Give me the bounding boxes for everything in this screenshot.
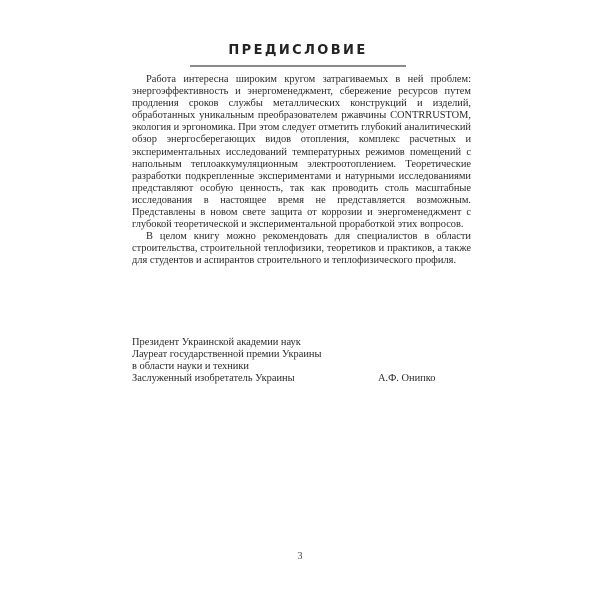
signature-line: Президент Украинской академии наук <box>132 337 301 348</box>
signature-block <box>132 337 471 385</box>
page-number: 3 <box>297 551 303 562</box>
page-title: ПРЕДИСЛОВИЕ <box>228 43 368 58</box>
preface-body <box>132 74 471 268</box>
signature-title: Заслуженный изобретатель Украины <box>132 373 295 385</box>
paragraph: В целом книгу можно рекомендовать для специалистов в области строительства, строительной теплофизики, теоретиков и практиков, а также для студентов и аспирантов строительного и теплофизического профиля. <box>132 231 471 267</box>
signature-line: Лауреат государственной премии Украины <box>132 349 322 361</box>
title-underline <box>190 65 406 67</box>
signatory-name: А.Ф. Онипко <box>378 373 436 385</box>
signature-line: в области науки и техники <box>132 361 249 373</box>
paragraph: Работа интересна широким кругом затрагиваемых в ней проблем: энергоэффективность и энергоменеджмент, сбережение ресурсов путем продления сроков службы металлических конструкций и изделий, обработанных уникальным преобразователем ржавчины CONTRRUSTOM, экология и эргономика. При этом следует отметить глубокий аналитический обзор энергосберегающих видов отопления, комплекс расчетных и экспериментальных исследований температурных режимов помещений с напольным теплоаккумуляционным электроотоплением. Теоретические разработки подкрепленные экспериментами и натурными исследованиями представляют особую ценность, так как проводить столь масштабные исследования в настоящее время не представляется возможным. Представлены в новом свете защита от коррозии и энергоменеджмент с глубокой теоретической и экспериментальной проработкой этих вопросов. <box>132 74 471 231</box>
signature-line-last <box>132 373 471 385</box>
